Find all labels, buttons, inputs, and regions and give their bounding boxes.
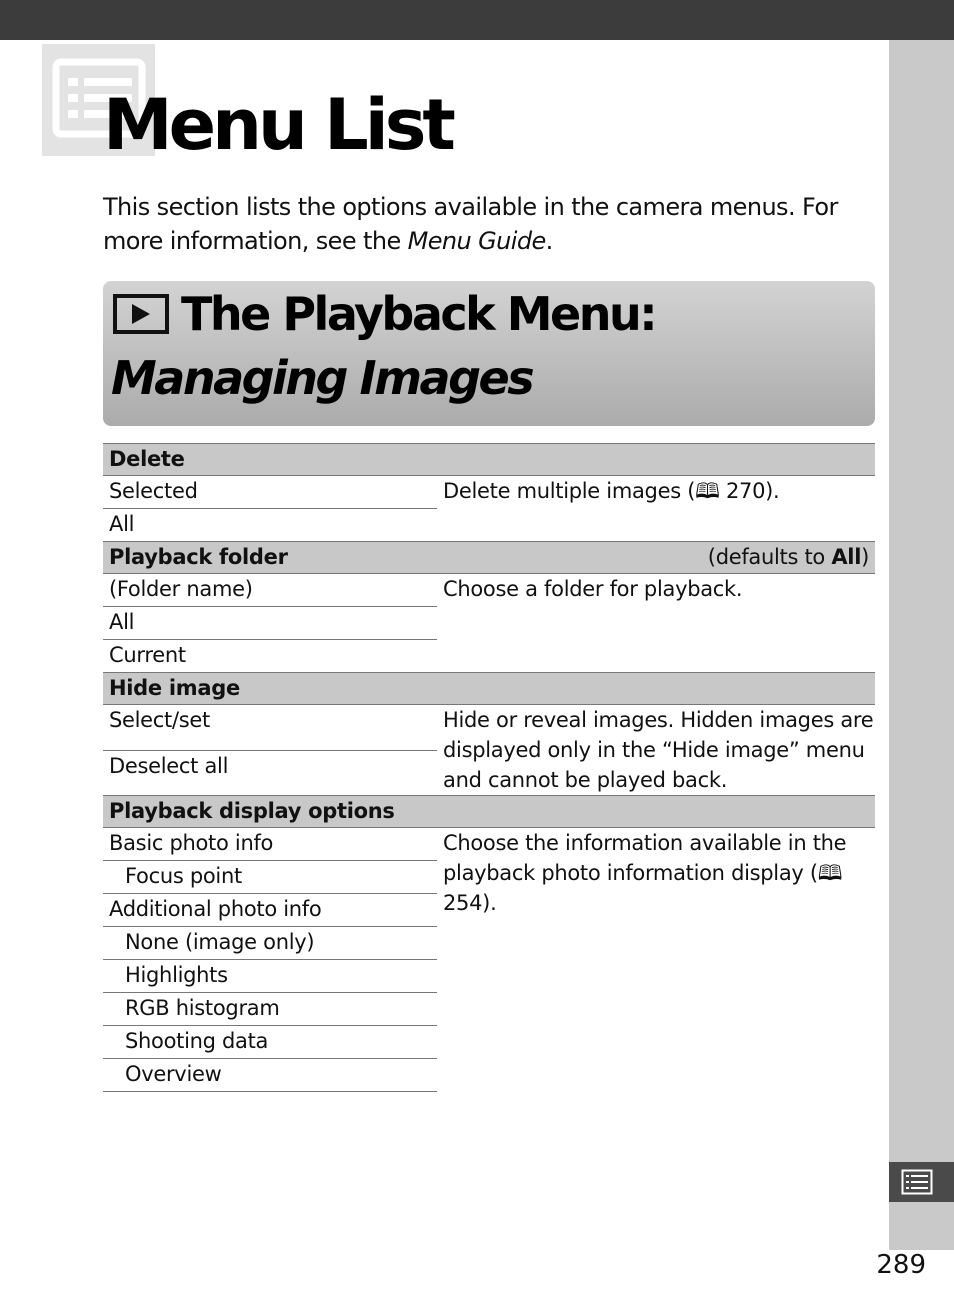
group-header-hide-image — [103, 673, 875, 705]
option-item: Highlights — [103, 960, 437, 993]
page-title: Menu List — [103, 84, 452, 166]
option-item: Basic photo info — [103, 828, 437, 861]
table-row — [103, 476, 875, 509]
intro-text: This section lists the options available in the camera menus. For more information, see the — [103, 193, 838, 255]
option-item: Selected — [103, 476, 437, 509]
group-title: Delete — [103, 444, 875, 476]
option-item: (Folder name) — [103, 574, 437, 607]
intro-paragraph — [103, 190, 873, 258]
option-item: Deselect all — [109, 753, 229, 778]
intro-italic: Menu Guide — [407, 227, 546, 255]
section-subtitle: Managing Images — [111, 351, 533, 405]
option-item: RGB histogram — [103, 993, 437, 1026]
default-value: All — [831, 545, 862, 569]
option-item: Select/set — [103, 705, 437, 751]
table-row — [103, 828, 875, 861]
top-bar — [0, 0, 954, 40]
menu-list-icon — [901, 1169, 933, 1195]
option-description: Hide or reveal images. Hidden images are displayed only in the “Hide image” menu and cannot be played back. — [443, 708, 874, 792]
side-strip — [889, 40, 954, 1250]
page-number: 289 — [876, 1250, 926, 1280]
group-header-delete — [103, 444, 875, 476]
group-title: Playback folder — [103, 542, 437, 574]
option-item: None (image only) — [103, 927, 437, 960]
section-heading — [103, 281, 875, 426]
table-row — [103, 705, 875, 751]
option-item: Focus point — [103, 861, 437, 894]
group-header-playback-folder — [103, 542, 875, 574]
option-item: Shooting data — [103, 1026, 437, 1059]
option-item: Additional photo info — [103, 894, 437, 927]
intro-end: . — [545, 227, 553, 255]
option-description: Choose the information available in the playback photo information display (🕮 254). — [443, 831, 847, 915]
option-item: Overview — [103, 1059, 437, 1092]
section-title: The Playback Menu: — [181, 287, 656, 341]
section-title-line — [113, 283, 655, 345]
side-tab — [889, 1162, 954, 1202]
option-description: Delete multiple images (🕮 270). — [443, 479, 780, 503]
group-title: Hide image — [103, 673, 875, 705]
group-header-playback-display-options — [103, 796, 875, 828]
default-note: (defaults to All) — [437, 542, 875, 574]
option-item: All — [109, 512, 135, 536]
menu-table — [103, 443, 875, 1092]
group-title: Playback display options — [103, 796, 875, 828]
table-row — [103, 574, 875, 607]
option-item: Current — [109, 643, 186, 667]
option-description: Choose a folder for playback. — [443, 577, 743, 601]
play-icon — [113, 294, 169, 334]
option-item: All — [103, 607, 437, 640]
